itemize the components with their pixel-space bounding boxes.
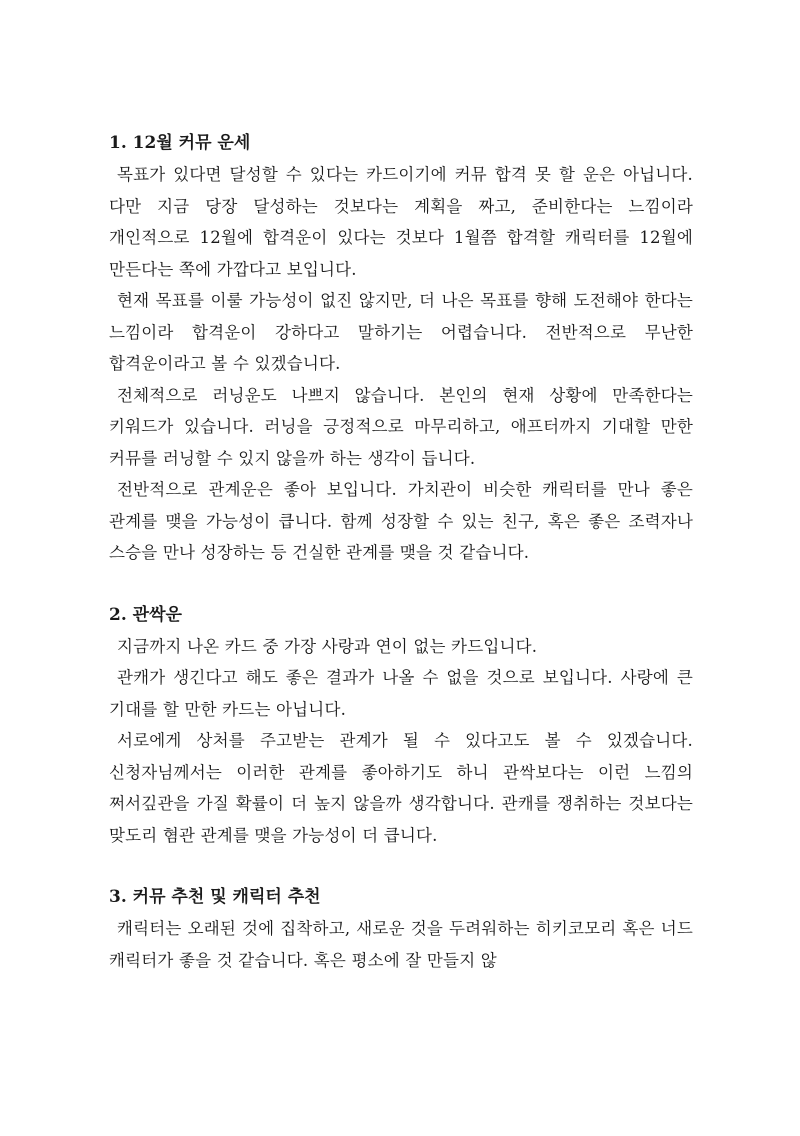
section-heading: 3. 커뮤 추천 및 캐릭터 추천: [109, 887, 321, 907]
paragraph: 현재 목표를 이룰 가능성이 없진 않지만, 더 나은 목표를 향해 도전해야 한다는 느낌이라 합격운이 강하다고 말하기는 어렵습니다. 전반적으로 무난한 합격운이라고 볼 수 있겠습니다.: [109, 291, 693, 373]
paragraph: 캐릭터는 오래된 것에 집착하고, 새로운 것을 두려워하는 히키코모리 혹은 너드 캐릭터가 좋을 것 같습니다. 혹은 평소에 잘 만들지 않: [109, 919, 693, 970]
paragraph: 목표가 있다면 달성할 수 있다는 카드이기에 커뮤 합격 못 할 운은 아닙니다. 다만 지금 당장 달성하는 것보다는 계획을 짜고, 준비한다는 느낌이라 개인적으로 12월에 합격운이 있다는 것보다 1월쯤 합격할 캐릭터를 12월에 만든다는 쪽에 가깝다고 보입니다.: [109, 165, 693, 279]
paragraph: 전반적으로 관계운은 좋아 보입니다. 가치관이 비슷한 캐릭터를 만나 좋은 관계를 맺을 가능성이 큽니다. 함께 성장할 수 있는 친구, 혹은 좋은 조력자나 스승을 만나 성장하는 등 건실한 관계를 맺을 것 같습니다.: [109, 480, 693, 562]
section-recommendations: [109, 882, 693, 976]
section-december-fortune: [109, 128, 693, 569]
document-page: [109, 128, 693, 976]
paragraph: 서로에게 상처를 주고받는 관계가 될 수 있다고도 볼 수 있겠습니다. 신청자님께서는 이러한 관계를 좋아하기도 하니 관싹보다는 이런 느낌의 쩌서깊관을 가질 확률이 더 높지 않을까 생각합니다. 관캐를 쟁취하는 것보다는 맞도리 혐관 관계를 맺을 가능성이 더 큽니다.: [109, 731, 693, 845]
section-heading: 2. 관싹운: [109, 604, 182, 625]
section-heading: 1. 12월 커뮤 운세: [109, 133, 251, 153]
paragraph: 전체적으로 러닝운도 나쁘지 않습니다. 본인의 현재 상황에 만족한다는 키워드가 있습니다. 러닝을 긍정적으로 마무리하고, 애프터까지 기대할 만한 커뮤를 러닝할 수 있지 않을까 하는 생각이 듭니다.: [109, 385, 693, 468]
section-relationship-fortune: [109, 600, 693, 852]
paragraph: 지금까지 나온 카드 중 가장 사랑과 연이 없는 카드입니다.: [117, 636, 538, 656]
paragraph: 관캐가 생긴다고 해도 좋은 결과가 나올 수 없을 것으로 보입니다. 사랑에 큰 기대를 할 만한 카드는 아닙니다.: [109, 668, 693, 719]
